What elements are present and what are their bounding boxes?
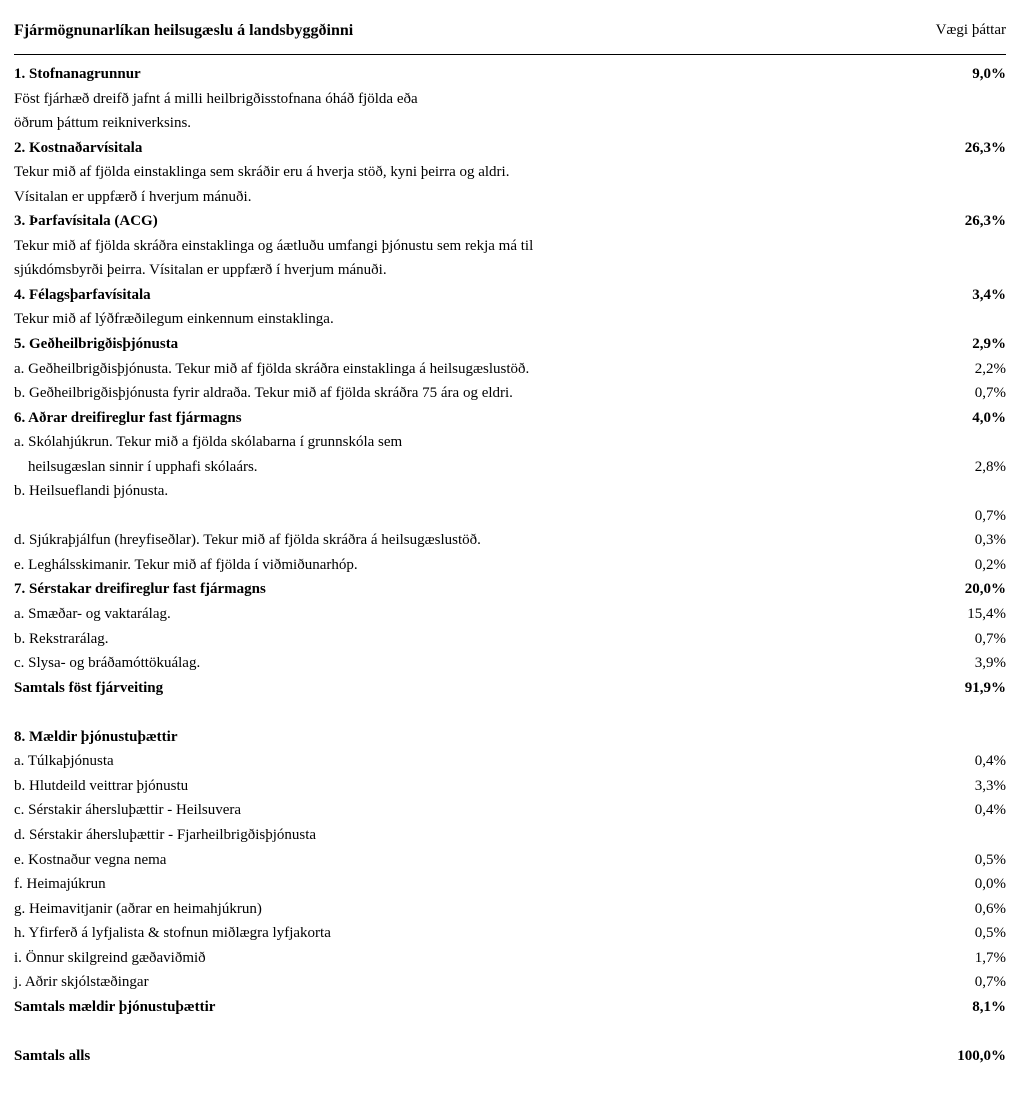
- row-label: b. Rekstrarálag.: [14, 630, 109, 647]
- row-label: j. Aðrir skjólstæðingar: [14, 974, 149, 991]
- table-row: [14, 455, 1006, 480]
- row-weight-value: 0,6%: [974, 900, 1006, 917]
- row-weight-value: 26,3%: [964, 139, 1006, 156]
- section-row: [14, 136, 1006, 161]
- row-weight-value: 0,5%: [974, 851, 1006, 868]
- section-row: [14, 283, 1006, 308]
- row-label: 3. Þarfavísitala (ACG): [14, 213, 158, 230]
- table-row: [14, 307, 1006, 332]
- row-label: sjúkdómsbyrði þeirra. Vísitalan er uppfærð í hverjum mánuði.: [14, 262, 387, 279]
- row-weight-value: 4,0%: [972, 409, 1006, 426]
- table-row: [14, 528, 1006, 553]
- row-weight-value: 2,9%: [972, 336, 1006, 353]
- table-row: [14, 651, 1006, 676]
- table-row: [14, 774, 1006, 799]
- row-label: d. Sérstakir áhersluþættir - Fjarheilbrigðisþjónusta: [14, 826, 317, 843]
- row-label: a. Skólahjúkrun. Tekur mið a fjölda skólabarna í grunnskóla sem: [14, 434, 403, 451]
- table-row: [14, 185, 1006, 210]
- row-label: i. Önnur skilgreind gæðaviðmið: [14, 949, 206, 966]
- table-row: [14, 970, 1006, 995]
- row-label: c. Slysa- og bráðamóttökuálag.: [14, 655, 201, 672]
- row-label: Vísitalan er uppfærð í hverjum mánuði.: [14, 188, 252, 205]
- row-label: 7. Sérstakar dreifireglur fast fjármagns: [14, 581, 266, 598]
- table-row: [14, 921, 1006, 946]
- row-label: 1. Stofnanagrunnur: [14, 66, 141, 82]
- row-label: heilsugæslan sinnir í upphafi skólaárs.: [28, 458, 258, 475]
- row-weight-value: 91,9%: [964, 679, 1006, 696]
- section-row: [14, 332, 1006, 357]
- table-row: [14, 946, 1006, 971]
- row-weight-value: 100,0%: [957, 1047, 1006, 1064]
- row-label: b. Heilsueflandi þjónusta.: [14, 483, 169, 500]
- table-row: [14, 234, 1006, 259]
- row-label: h. Yfirferð á lyfjalista & stofnun miðlægra lyfjakorta: [14, 925, 331, 942]
- row-weight-value: 0,5%: [974, 925, 1006, 942]
- row-weight-value: 2,8%: [974, 458, 1006, 475]
- row-weight-value: 0,2%: [974, 556, 1006, 573]
- funding-table-body: [14, 62, 1006, 1068]
- row-label: Föst fjárhæð dreifð jafnt á milli heilbrigðisstofnana óháð fjölda eða: [14, 90, 418, 107]
- row-label: Samtals föst fjárveiting: [14, 679, 164, 696]
- table-row: [14, 1019, 1006, 1044]
- row-weight-value: 3,4%: [972, 286, 1006, 303]
- table-row: [14, 848, 1006, 873]
- table-row: [14, 111, 1006, 136]
- table-row: [14, 553, 1006, 578]
- row-label: a. Túlkaþjónusta: [14, 753, 114, 770]
- row-label: öðrum þáttum reikniverksins.: [14, 115, 192, 132]
- table-row: [14, 798, 1006, 823]
- row-weight-value: 8,1%: [972, 998, 1006, 1015]
- table-row: [14, 258, 1006, 283]
- row-label: b. Geðheilbrigðisþjónusta fyrir aldraða. Tekur mið af fjölda skráðra 75 ára og eldri.: [14, 385, 513, 402]
- row-weight-value: 0,4%: [974, 753, 1006, 770]
- row-label: d. Sjúkraþjálfun (hreyfiseðlar). Tekur mið af fjölda skráðra á heilsugæslustöð.: [14, 532, 481, 549]
- row-weight-value: 26,3%: [964, 213, 1006, 230]
- row-weight-value: 3,3%: [974, 777, 1006, 794]
- row-label: f. Heimajúkrun: [14, 876, 106, 893]
- row-weight-value: 0,3%: [974, 532, 1006, 549]
- row-weight-value: 0,7%: [974, 385, 1006, 402]
- row-label: a. Geðheilbrigðisþjónusta. Tekur mið af fjölda skráðra einstaklinga á heilsugæslustöð.: [14, 360, 530, 377]
- row-weight-value: 9,0%: [972, 66, 1006, 82]
- table-row: [14, 479, 1006, 504]
- table-row: [14, 87, 1006, 112]
- row-label: e. Kostnaður vegna nema: [14, 851, 167, 868]
- row-label: b. Hlutdeild veittrar þjónustu: [14, 777, 189, 794]
- row-label: Tekur mið af fjölda einstaklinga sem skráðir eru á hverja stöð, kyni þeirra og aldri.: [14, 164, 510, 181]
- row-weight-value: 0,7%: [974, 974, 1006, 991]
- row-label: 2. Kostnaðarvísitala: [14, 139, 143, 156]
- row-label: e. Leghálsskimanir. Tekur mið af fjölda í viðmiðunarhóp.: [14, 556, 358, 573]
- header-divider: [14, 54, 1006, 55]
- section-row: [14, 577, 1006, 602]
- table-row: [14, 872, 1006, 897]
- row-label: Samtals mældir þjónustuþættir: [14, 998, 216, 1015]
- row-label: 4. Félagsþarfavísitala: [14, 286, 151, 303]
- section-row: [14, 725, 1006, 750]
- table-row: [14, 160, 1006, 185]
- table-row: [14, 602, 1006, 627]
- row-label: c. Sérstakir áhersluþættir - Heilsuvera: [14, 802, 242, 819]
- section-row: [14, 62, 1006, 87]
- row-weight-value: 3,9%: [974, 655, 1006, 672]
- section-row: [14, 209, 1006, 234]
- row-label: a. Smæðar- og vaktarálag.: [14, 606, 171, 623]
- row-label: g. Heimavitjanir (aðrar en heimahjúkrun): [14, 900, 262, 917]
- table-row: [14, 357, 1006, 382]
- table-row: [14, 504, 1006, 529]
- table-row: [14, 749, 1006, 774]
- row-label: Tekur mið af fjölda skráðra einstaklinga og áætluðu umfangi þjónustu sem rekja má til: [14, 237, 534, 254]
- section-row: [14, 995, 1006, 1020]
- table-header: [14, 18, 1006, 48]
- document-title: Fjármögnunarlíkan heilsugæslu á landsbyggðinni: [14, 22, 354, 39]
- row-label: 6. Aðrar dreifireglur fast fjármagns: [14, 409, 242, 426]
- row-label: 8. Mældir þjónustuþættir: [14, 728, 178, 745]
- row-label: 5. Geðheilbrigðisþjónusta: [14, 336, 179, 353]
- table-row: [14, 700, 1006, 725]
- row-weight-value: 15,4%: [967, 606, 1006, 623]
- row-weight-value: 0,0%: [974, 876, 1006, 893]
- table-row: [14, 430, 1006, 455]
- row-weight-value: 20,0%: [964, 581, 1006, 598]
- table-row: [14, 823, 1006, 848]
- table-row: [14, 897, 1006, 922]
- section-row: [14, 676, 1006, 701]
- table-row: [14, 627, 1006, 652]
- section-row: [14, 406, 1006, 431]
- row-weight-value: 0,7%: [974, 630, 1006, 647]
- row-weight-value: 0,7%: [974, 507, 1006, 524]
- weight-column-header: Vægi þáttar: [935, 22, 1006, 38]
- row-label: Tekur mið af lýðfræðilegum einkennum einstaklinga.: [14, 311, 334, 328]
- table-row: [14, 381, 1006, 406]
- row-weight-value: 1,7%: [974, 949, 1006, 966]
- section-row: [14, 1044, 1006, 1069]
- row-weight-value: 2,2%: [974, 360, 1006, 377]
- row-weight-value: 0,4%: [974, 802, 1006, 819]
- row-label: Samtals alls: [14, 1047, 91, 1064]
